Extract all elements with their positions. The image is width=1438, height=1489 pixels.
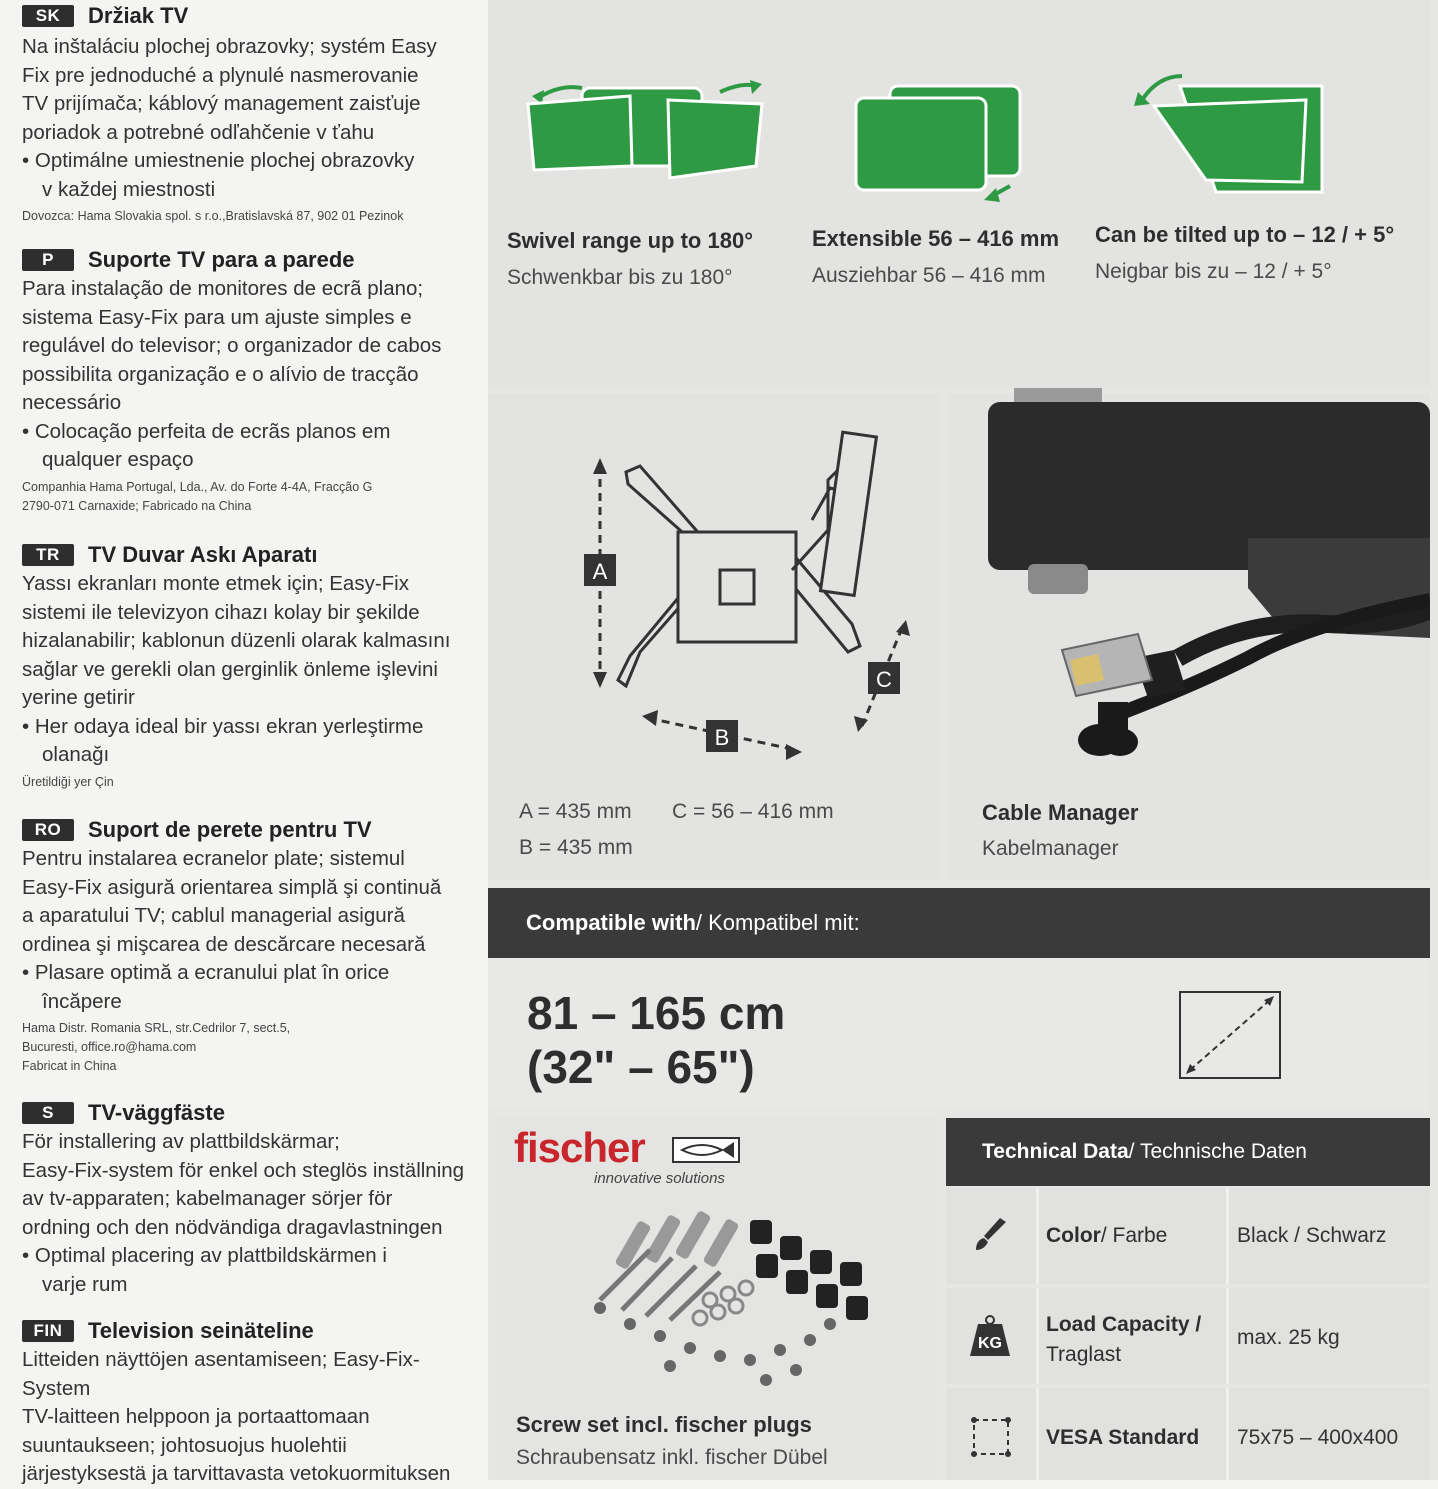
- screen-size-cm: 81 – 165 cm: [527, 987, 786, 1039]
- screw-set-subtitle: Schraubensatz inkl. fischer Dübel: [516, 1446, 828, 1469]
- section-title: Držiak TV: [88, 3, 189, 28]
- importer-note: Üretildiği yer Çin: [22, 774, 114, 789]
- language-section-fin: [22, 1318, 472, 1489]
- tilt-title: Can be tilted up to – 12 / + 5°: [1095, 222, 1395, 247]
- screen-size-inches: (32" – 65"): [527, 1041, 755, 1093]
- language-section-ro: [22, 817, 472, 1076]
- tech-label: VESA Standard: [1046, 1426, 1200, 1449]
- compatible-header-bar: [488, 888, 1430, 958]
- screw-set-title: Screw set incl. fischer plugs: [516, 1412, 812, 1437]
- fischer-logo: fischer: [514, 1124, 645, 1171]
- dimension-c-label: C: [876, 667, 892, 692]
- language-section-p: [22, 247, 472, 516]
- weight-icon: [968, 1314, 1012, 1358]
- section-title: TV-väggfäste: [88, 1100, 225, 1125]
- tech-value: 75x75 – 400x400: [1237, 1426, 1399, 1449]
- tech-value: max. 25 kg: [1237, 1326, 1340, 1349]
- extensible-subtitle: Ausziehbar 56 – 416 mm: [812, 264, 1046, 287]
- language-code-badge: RO: [22, 819, 74, 841]
- language-code-badge: P: [22, 249, 74, 271]
- fischer-fish-icon: [672, 1136, 742, 1164]
- swivel-title: Swivel range up to 180°: [507, 228, 753, 253]
- section-title: Television seinäteline: [88, 1318, 314, 1343]
- extensible-illustration: [850, 80, 1030, 210]
- language-code-badge: SK: [22, 5, 74, 27]
- tech-label: Color/ Farbe: [1046, 1224, 1168, 1247]
- language-code-badge: S: [22, 1102, 74, 1124]
- dimension-a-value: A = 435 mm: [519, 800, 632, 823]
- tech-value: Black / Schwarz: [1237, 1224, 1387, 1247]
- tech-label: Load Capacity / Traglast: [1046, 1313, 1202, 1366]
- dimension-b-label: B: [714, 725, 730, 750]
- section-body: Yassı ekranları monte etmek için; Easy-Fix sistemi ile televizyon cihazı kolay bir şekilde hizalanabilir; kablonun düzenli olarak kalmasını sağlar ve gerekli olan gerginlik önleme işlevini yerine getirir: [22, 572, 451, 709]
- cable-manager-subtitle: Kabelmanager: [982, 837, 1119, 860]
- section-title: TV Duvar Askı Aparatı: [88, 542, 318, 567]
- importer-note: Hama Distr. Romania SRL, str.Cedrilor 7, sect.5, Bucuresti, office.ro@hama.com Fabricat in China: [22, 1021, 291, 1073]
- technical-data-header: [946, 1118, 1430, 1186]
- section-body: Litteiden näyttöjen asentamiseen; Easy-Fix- System TV-laitteen helppoon ja portaattomaan suuntaukseen; johtosuojus huolehtii järjestyksestä ja tarvittavasta vetokuormituksen: [22, 1348, 451, 1485]
- language-code-badge: FIN: [22, 1320, 74, 1342]
- weight-icon-label: KG: [978, 1335, 1002, 1352]
- dimension-c-value: C = 56 – 416 mm: [672, 800, 834, 823]
- dimension-b-value: B = 435 mm: [519, 836, 633, 859]
- language-section-tr: [22, 542, 472, 792]
- fischer-tagline: innovative solutions: [594, 1170, 725, 1187]
- section-body: Pentru instalarea ecranelor plate; sistemul Easy-Fix asigură orientarea simplă şi continuă a aparatului TV; cablul managerial asigură ordinea şi mişcarea de descărcare necesară: [22, 847, 442, 956]
- section-body: För installering av plattbildskärmar; Easy-Fix-system för enkel och steglös inställning av tv-apparaten; kabelmanager sörjer för ordning och den nödvändiga dragavlastningen: [22, 1130, 465, 1239]
- section-title: Suporte TV para a parede: [88, 247, 355, 272]
- compatible-label: Compatible with/ Kompatibel mit:: [526, 910, 860, 935]
- importer-note: Companhia Hama Portugal, Lda., Av. do Forte 4-4A, Fracção G 2790-071 Carnaxide; Fabricado na China: [22, 479, 373, 513]
- section-bullet: • Plasare optimă a ecranului plat în orice încăpere: [22, 959, 472, 1016]
- tech-row-color: [946, 1188, 1430, 1284]
- section-bullet: • Colocação perfeita de ecrãs planos em qualquer espaço: [22, 418, 472, 475]
- language-section-sk: [22, 3, 472, 226]
- brush-icon: [972, 1216, 1008, 1256]
- swivel-illustration: [520, 70, 770, 190]
- language-code-badge: TR: [22, 544, 74, 566]
- cable-manager-photo: [948, 388, 1430, 788]
- tilt-illustration: [1130, 70, 1340, 200]
- tech-row-load: [946, 1288, 1430, 1384]
- section-body: Na inštaláciu plochej obrazovky; systém Easy Fix pre jednoduché a plynulé nasmerovanie TV prijímača; káblový management zaisťuje poriadok a potrebné odľahčenie v ťahu: [22, 35, 437, 144]
- swivel-subtitle: Schwenkbar bis zu 180°: [507, 266, 733, 289]
- screw-set-photo: [560, 1200, 900, 1400]
- tech-row-vesa: [946, 1388, 1430, 1480]
- importer-note: Dovozca: Hama Slovakia spol. s r.o.,Bratislavská 87, 902 01 Pezinok: [22, 209, 404, 223]
- technical-data-title: Technical Data/ Technische Daten: [982, 1140, 1307, 1163]
- screen-diagonal-icon: [1176, 988, 1286, 1082]
- mount-dimension-drawing: [560, 420, 920, 780]
- section-body: Para instalação de monitores de ecrã plano; sistema Easy-Fix para um ajuste simples e regulável do televisor; o organizador de cabos possibilita organização e o alívio de tracção necessário: [22, 277, 442, 414]
- multilingual-description-column: [0, 0, 488, 1485]
- extensible-title: Extensible 56 – 416 mm: [812, 226, 1060, 251]
- dimension-a-label: A: [592, 559, 608, 584]
- vesa-icon: [970, 1416, 1012, 1458]
- section-bullet: • Optimal placering av plattbildskärmen i varje rum: [22, 1242, 472, 1299]
- section-title: Suport de perete pentru TV: [88, 817, 372, 842]
- language-section-s: [22, 1100, 472, 1299]
- tilt-subtitle: Neigbar bis zu – 12 / + 5°: [1095, 260, 1332, 283]
- cable-manager-title: Cable Manager: [982, 800, 1139, 825]
- section-bullet: • Her odaya ideal bir yassı ekran yerleştirme olanağı: [22, 713, 472, 770]
- section-bullet: • Optimálne umiestnenie plochej obrazovky v každej miestnosti: [22, 147, 472, 204]
